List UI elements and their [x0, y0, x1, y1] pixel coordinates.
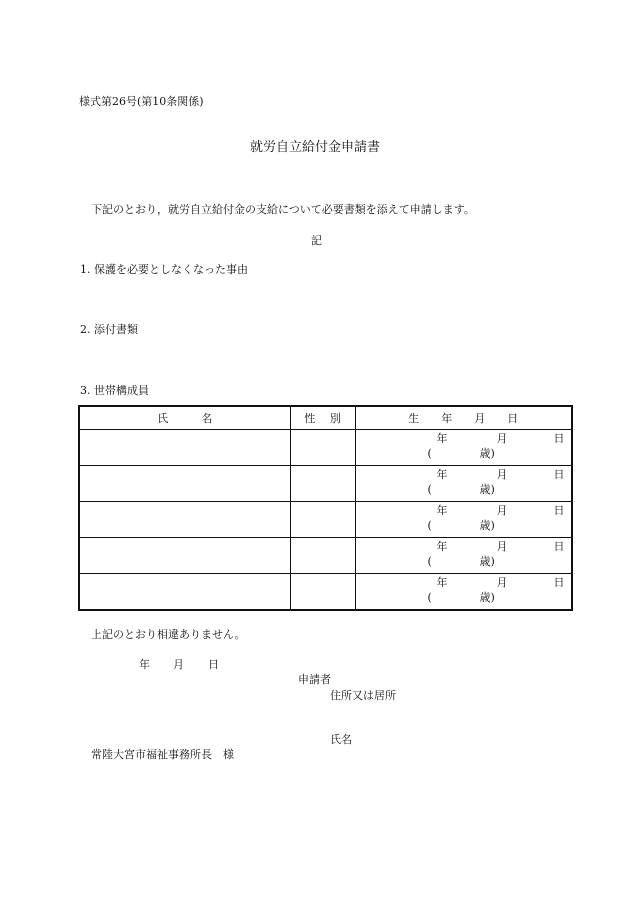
header-name: 氏 名 [79, 406, 290, 430]
form-number: 様式第26号(第10条関係) [79, 95, 204, 108]
dob-age-label: 歳) [479, 555, 495, 568]
member-sex-cell[interactable] [290, 574, 355, 611]
item-household: 3. 世帯構成員 [80, 384, 149, 397]
dob-paren-open: ( [427, 519, 432, 532]
applicant-label: 申請者 [298, 673, 331, 686]
member-name-cell[interactable] [79, 430, 290, 466]
table-header-row [79, 406, 572, 430]
dob-month-label: 月 [496, 432, 508, 445]
dob-age-label: 歳) [479, 447, 495, 460]
date-year: 年 [139, 658, 150, 671]
dob-year-label: 年 [436, 432, 448, 445]
member-sex-cell[interactable] [290, 466, 355, 502]
date-month: 月 [173, 658, 184, 671]
table-row [79, 574, 572, 611]
member-sex-cell[interactable] [290, 538, 355, 574]
member-sex-cell[interactable] [290, 502, 355, 538]
member-dob-cell[interactable] [355, 574, 572, 611]
page-title: 就労自立給付金申請書 [250, 140, 381, 155]
date-day: 日 [208, 658, 219, 671]
member-dob-cell[interactable] [355, 430, 572, 466]
applicant-name-label: 氏名 [330, 733, 352, 746]
dob-age-label: 歳) [479, 483, 495, 496]
household-members-table [78, 405, 573, 611]
header-dob: 生 年 月 日 [355, 406, 572, 430]
dob-month-label: 月 [496, 468, 508, 481]
dob-paren-open: ( [427, 555, 432, 568]
confirm-text: 上記のとおり相違ありません。 [91, 628, 246, 641]
header-sex: 性 別 [290, 406, 355, 430]
applicant-address-label: 住所又は居所 [330, 689, 396, 702]
table-row [79, 430, 572, 466]
dob-year-label: 年 [436, 468, 448, 481]
table-row [79, 538, 572, 574]
dob-day-label: 日 [553, 504, 565, 517]
member-name-cell[interactable] [79, 538, 290, 574]
member-dob-cell[interactable] [355, 466, 572, 502]
member-dob-cell[interactable] [355, 502, 572, 538]
dob-age-label: 歳) [479, 591, 495, 604]
dob-day-label: 日 [553, 540, 565, 553]
member-dob-cell[interactable] [355, 538, 572, 574]
dob-paren-open: ( [427, 447, 432, 460]
table-row [79, 466, 572, 502]
member-name-cell[interactable] [79, 502, 290, 538]
dob-month-label: 月 [496, 504, 508, 517]
dob-year-label: 年 [436, 504, 448, 517]
dob-age-label: 歳) [479, 519, 495, 532]
dob-paren-open: ( [427, 483, 432, 496]
addressee: 常陸大宮市福祉事務所長 様 [91, 748, 234, 761]
dob-day-label: 日 [553, 468, 565, 481]
dob-year-label: 年 [436, 576, 448, 589]
member-name-cell[interactable] [79, 466, 290, 502]
dob-month-label: 月 [496, 540, 508, 553]
member-sex-cell[interactable] [290, 430, 355, 466]
dob-month-label: 月 [496, 576, 508, 589]
intro-text: 下記のとおり，就労自立給付金の支給について必要書類を添えて申請します。 [91, 203, 475, 216]
table-row [79, 502, 572, 538]
dob-paren-open: ( [427, 591, 432, 604]
dob-day-label: 日 [553, 576, 565, 589]
ki-label: 記 [311, 234, 322, 247]
member-name-cell[interactable] [79, 574, 290, 611]
item-attachments: 2. 添付書類 [80, 323, 138, 336]
item-reason: 1. 保護を必要としなくなった事由 [80, 263, 248, 276]
dob-year-label: 年 [436, 540, 448, 553]
dob-day-label: 日 [553, 432, 565, 445]
